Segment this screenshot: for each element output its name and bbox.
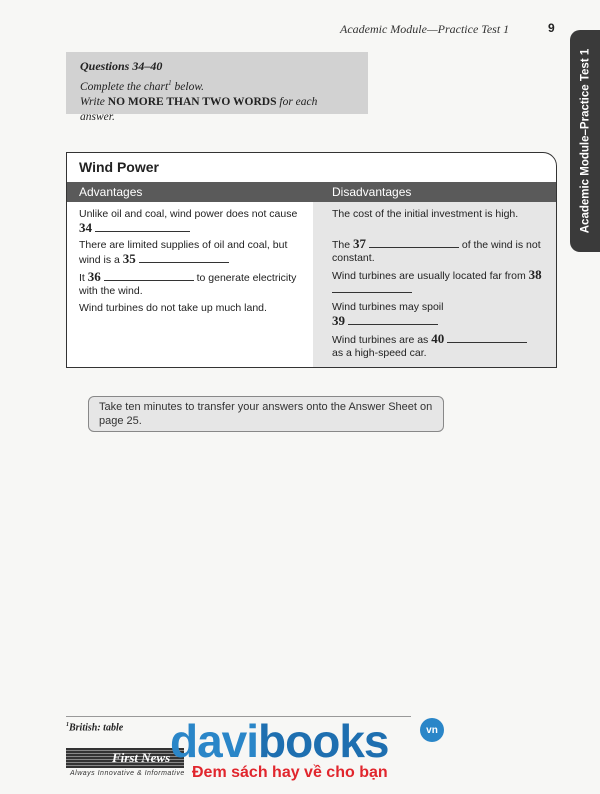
- advantage-3: It 36 to generate electricity with the wind.: [79, 269, 297, 297]
- advantage-1: Unlike oil and coal, wind power does not cause 34: [79, 208, 298, 235]
- disadvantage-3: Wind turbines are usually located far from 38: [332, 268, 547, 297]
- page-number: 9: [548, 21, 555, 35]
- footnote: $^1$British: table: [66, 722, 124, 734]
- chart-title: Wind Power: [79, 159, 159, 175]
- questions-title: Questions 34–40: [80, 59, 163, 73]
- advantage-2: There are limited supplies of oil and coal, but wind is a 35: [79, 239, 288, 266]
- side-tab: [570, 30, 600, 252]
- advantages-header: Advantages: [79, 185, 143, 199]
- disadvantage-4: Wind turbines may spoil 39: [332, 301, 444, 328]
- answer-blank-39[interactable]: [348, 315, 438, 325]
- answer-blank-40[interactable]: [447, 333, 527, 343]
- watermark-badge: vn: [420, 718, 444, 742]
- watermark-logo: davibooks: [170, 715, 389, 767]
- disadvantage-1: The cost of the initial investment is high.: [332, 208, 519, 220]
- answer-blank-38[interactable]: [332, 283, 412, 293]
- wind-power-chart: [66, 152, 557, 368]
- publisher-tagline: Always Innovative & Informative: [70, 770, 185, 777]
- disadvantage-2: The 37 of the wind is not constant.: [332, 236, 541, 264]
- answer-blank-37[interactable]: [369, 238, 459, 248]
- instruction-line-2: Write NO MORE THAN TWO WORDS for each answer.: [80, 95, 318, 123]
- instruction-line-1: Complete the chart$^1$ below.: [80, 79, 205, 93]
- answer-blank-34[interactable]: [95, 222, 190, 232]
- answer-blank-36[interactable]: [104, 271, 194, 281]
- disadvantages-header: Disadvantages: [332, 185, 412, 199]
- disadvantage-5: Wind turbines are as 40 as a high-speed car.: [332, 332, 547, 360]
- chart-header-row: [67, 182, 556, 202]
- publisher-logo: First News: [66, 748, 184, 768]
- answer-blank-35[interactable]: [139, 253, 229, 263]
- running-header: Academic Module—Practice Test 1: [340, 22, 510, 36]
- advantage-4: Wind turbines do not take up much land.: [79, 302, 267, 314]
- watermark-slogan: Đem sách hay về cho bạn: [192, 764, 388, 781]
- transfer-notice: Take ten minutes to transfer your answers onto the Answer Sheet on page 25.: [88, 396, 444, 432]
- questions-instructions: [66, 52, 368, 123]
- side-tab-label: Academic Module–Practice Test 1: [579, 48, 591, 234]
